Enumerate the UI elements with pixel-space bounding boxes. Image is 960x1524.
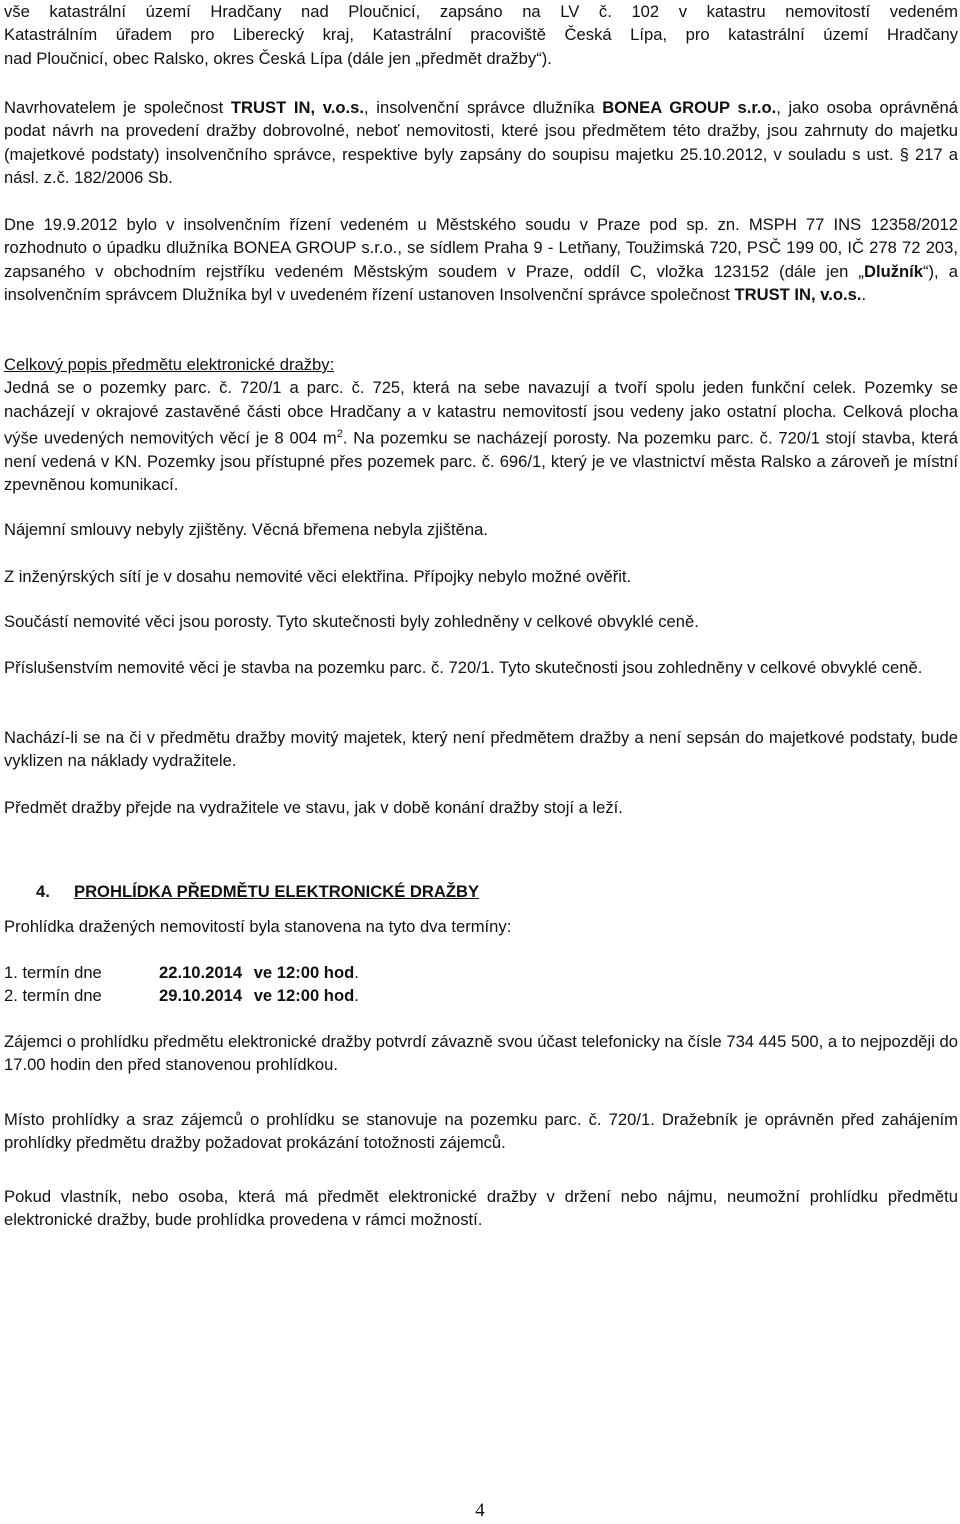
term-time: ve 12:00 hod xyxy=(253,986,355,1005)
paragraph-misto: Místo prohlídky a sraz zájemců o prohlídku se stanovuje na pozemku parc. č. 720/1. Dražebník je oprávněn před zahájením prohlídky předmětu dražby požadovat prokázání totožnosti zájemců. xyxy=(4,1110,958,1153)
insolvency-text-2: “), a insolvenčním správcem Dlužníka byl v uvedeném řízení ustanoven Insolvenční správce společnost xyxy=(4,261,958,304)
term-date: 22.10.2014 xyxy=(159,963,243,982)
term-end: . xyxy=(354,986,359,1005)
navrhovatel-text-1: Navrhovatelem je společnost xyxy=(4,98,231,117)
term-end: . xyxy=(354,963,359,982)
debtor-name: BONEA GROUP s.r.o. xyxy=(602,98,777,117)
navrhovatel-text-2: , insolvenční správce dlužníka xyxy=(363,98,603,117)
paragraph-prislusenstvi: Příslušenstvím nemovité věci je stavba na pozemku parc. č. 720/1. Tyto skutečnosti jsou zohledněny v celkové obvyklé ceně. xyxy=(4,658,923,677)
intro-line-2: Katastrálním úřadem pro Liberecký kraj, Katastrální pracoviště Česká Lípa, pro katastrální území Hradčany xyxy=(4,25,958,45)
trustee-name: TRUST IN, v.o.s. xyxy=(734,284,862,304)
paragraph-insolvency xyxy=(4,213,958,306)
description-heading: Celkový popis předmětu elektronické dražby: xyxy=(4,355,335,374)
term-label: 2. termín dne xyxy=(4,986,102,1005)
paragraph-navrhovatel xyxy=(4,96,958,189)
viewing-term-1 xyxy=(4,961,359,984)
section-number: 4. xyxy=(36,882,50,901)
dluznik-label: Dlužník xyxy=(863,261,923,281)
paragraph-intro xyxy=(4,0,958,70)
term-date: 29.10.2014 xyxy=(159,986,243,1005)
paragraph-site: Z inženýrských sítí je v dosahu nemovité věci elektřina. Přípojky nebylo možné ověřit. xyxy=(4,567,632,586)
paragraph-soucasti: Součástí nemovité věci jsou porosty. Tyto skutečnosti byly zohledněny v celkové obvyklé ceně. xyxy=(4,612,699,631)
description-text-1: Jedná se o pozemky parc. č. 720/1 a parc. č. 725, která na sebe navazují a tvoří spolu jeden funkční celek. Pozemky se nacházejí v okrajové zastavěné části obce Hradčany a v katastru nemovitostí jsou vedeny jako ostatní plocha. Celková plocha výše uvedených nemovitých věcí je 8 004 m xyxy=(4,378,958,448)
viewing-term-2 xyxy=(4,984,359,1007)
section-title: PROHLÍDKA PŘEDMĚTU ELEKTRONICKÉ DRAŽBY xyxy=(74,882,480,901)
insolvency-text-3: . xyxy=(861,284,867,304)
area-unit-sup: 2 xyxy=(336,427,343,440)
description-text-2: . Na pozemku se nacházejí porosty. Na pozemku parc. č. 720/1 stojí stavba, která není vedená v KN. Pozemky jsou přístupné přes pozemek parc. č. 696/1, který je ve vlastnictví města Ralsko a zároveň je místní zpevněnou komunikací. xyxy=(4,428,958,495)
navrhovatel-company: TRUST IN, v.o.s. xyxy=(230,98,364,117)
section-heading-4 xyxy=(36,880,479,903)
paragraph-description xyxy=(4,353,958,496)
page-number: 4 xyxy=(475,1500,485,1521)
insolvency-text-1: Dne 19.9.2012 bylo v insolvenčním řízení vedeném u Městského soudu v Praze pod sp. zn. MSPH 77 INS 12358/2012 rozhodnuto o úpadku dlužníka BONEA GROUP s.r.o., se sídlem Praha 9 - Letňany, Toužimská 720, PSČ 199 00, IČ 278 72 203, zapsaného v obchodním rejstříku vedeném Městským soudem v Praze, oddíl C, vložka 123152 (dále jen „ xyxy=(4,215,958,281)
term-time: ve 12:00 hod xyxy=(253,963,355,982)
paragraph-prohlidka-intro: Prohlídka dražených nemovitostí byla stanovena na tyto dva termíny: xyxy=(4,917,512,936)
term-label: 1. termín dne xyxy=(4,963,102,982)
intro-line-3: nad Ploučnicí, obec Ralsko, okres Česká Lípa (dále jen „předmět dražby“). xyxy=(4,48,552,68)
paragraph-pokud: Pokud vlastník, nebo osoba, která má předmět elektronické dražby v držení nebo nájmu, neumožní prohlídku předmětu elektronické dražby, bude prohlídka provedena v rámci možností. xyxy=(4,1187,958,1230)
paragraph-najemni: Nájemní smlouvy nebyly zjištěny. Věcná břemena nebyla zjištěna. xyxy=(4,520,488,539)
intro-line-1: vše katastrální území Hradčany nad Ploučnicí, zapsáno na LV č. 102 v katastru nemovitostí vedeném xyxy=(4,2,958,21)
paragraph-zajemci: Zájemci o prohlídku předmětu elektronické dražby potvrdí závazně svou účast telefonicky na čísle 734 445 500, a to nejpozději do 17.00 hodin den před stanovenou prohlídkou. xyxy=(4,1032,958,1075)
paragraph-stav: Předmět dražby přejde na vydražitele ve stavu, jak v době konání dražby stojí a leží. xyxy=(4,798,623,817)
paragraph-movity: Nachází-li se na či v předmětu dražby movitý majetek, který není předmětem dražby a není sepsán do majetkové podstaty, bude vyklizen na náklady vydražitele. xyxy=(4,728,958,771)
navrhovatel-text-3: , jako osoba oprávněná podat návrh na provedení dražby dobrovolné, neboť nemovitosti, které jsou předmětem této dražby, jsou zahrnuty do majetku (majetkové podstaty) insolvenčního správce, respektive byly zapsány do soupisu majetku 25.10.2012, v souladu s ust. § 217 a násl. z.č. 182/2006 Sb. xyxy=(4,98,958,187)
